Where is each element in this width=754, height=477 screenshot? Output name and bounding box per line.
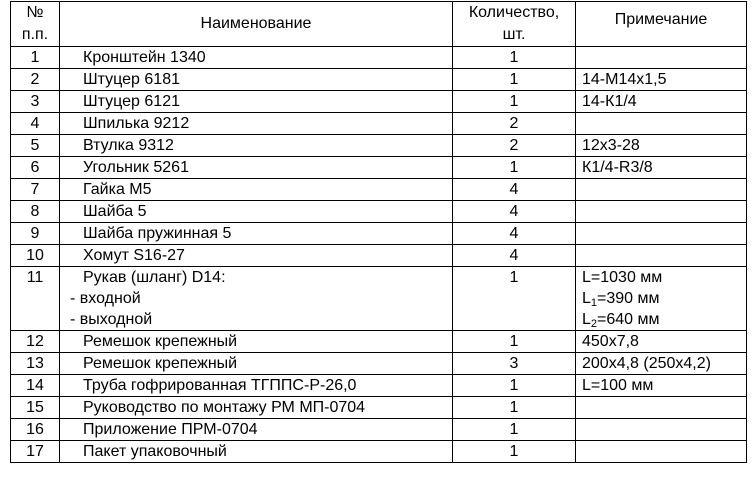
item-note: 14-К1/4 [576,91,747,113]
specification-table [10,1,747,463]
table-row [11,353,747,375]
item-name-cell [60,179,453,201]
table-row [11,201,747,223]
note-line [582,288,746,309]
row-number: 14 [11,375,60,397]
table-row [11,157,747,179]
item-name-cell [60,91,453,113]
item-name-cell [60,135,453,157]
item-quantity: 4 [453,245,576,267]
row-number: 6 [11,157,60,179]
item-note [576,47,747,69]
item-note: 14-М14х1,5 [576,69,747,91]
item-quantity: 4 [453,201,576,223]
header-note: Примечание [576,2,747,47]
item-name: Угольник 5261 [83,159,189,176]
item-quantity: 1 [453,419,576,441]
item-name: Втулка 9312 [83,137,174,154]
item-quantity: 4 [453,223,576,245]
table-row [11,331,747,353]
item-quantity: 1 [453,397,576,419]
item-name-cell [60,353,453,375]
item-name: Гайка М5 [83,181,152,198]
item-name-cell [60,375,453,397]
item-name: Ремешок крепежный [83,333,238,350]
header-name: Наименование [60,2,453,47]
note-line-base: L [582,269,591,286]
item-name-cell [60,331,453,353]
table-row [11,375,747,397]
item-note [576,179,747,201]
item-sub-name: - выходной [70,311,153,328]
item-name: Шайба 5 [83,203,147,220]
item-name: Приложение ПРМ-0704 [83,421,258,438]
item-name-cell [60,157,453,179]
item-name-cell [60,201,453,223]
row-number: 15 [11,397,60,419]
row-number: 9 [11,223,60,245]
row-number: 4 [11,113,60,135]
item-name: Штуцер 6181 [83,71,180,88]
item-name-cell [60,223,453,245]
item-quantity: 1 [453,47,576,69]
note-line [582,267,746,288]
item-name: Штуцер 6121 [83,93,180,110]
item-quantity: 1 [453,375,576,397]
item-name-cell [60,47,453,69]
item-note [576,419,747,441]
item-name: Ремешок крепежный [83,355,238,372]
note-line-rest: =1030 мм [590,269,663,286]
table-row [11,91,747,113]
note-line-subscript: 2 [590,318,598,330]
note-line-rest: =640 мм [597,311,660,328]
header-qty [453,2,576,47]
row-number: 8 [11,201,60,223]
item-quantity: 1 [453,331,576,353]
item-sub-name: - входной [70,290,141,307]
row-number: 2 [11,69,60,91]
item-quantity: 2 [453,113,576,135]
table-row [11,135,747,157]
item-quantity: 4 [453,179,576,201]
item-name: Пакет упаковочный [83,443,227,460]
row-number: 5 [11,135,60,157]
note-line-base: L [582,290,591,307]
table-row [11,419,747,441]
item-name: Кронштейн 1340 [83,49,206,66]
table-row [11,397,747,419]
item-note: 12х3-28 [576,135,747,157]
note-line-rest: =390 мм [597,290,660,307]
item-name-cell [60,113,453,135]
note-line-base: L [582,311,591,328]
item-quantity: 3 [453,353,576,375]
item-note [576,223,747,245]
item-name: Труба гофрированная ТГППС-Р-26,0 [83,377,357,394]
table-body [11,47,747,463]
note-line-subscript: 1 [590,297,598,309]
item-note [576,113,747,135]
row-number: 1 [11,47,60,69]
row-number: 11 [11,267,60,331]
table-row [11,441,747,463]
item-quantity: 2 [453,135,576,157]
table-row [11,47,747,69]
header-qty-label: Количество, шт. [468,4,560,43]
item-note: 450х7,8 [576,331,747,353]
row-number: 17 [11,441,60,463]
row-number: 12 [11,331,60,353]
item-name-cell [60,267,453,331]
table-row [11,267,747,331]
row-number: 7 [11,179,60,201]
table-row [11,245,747,267]
item-name-cell [60,69,453,91]
item-name-cell [60,419,453,441]
table-row [11,179,747,201]
item-name: Хомут S16-27 [83,247,185,264]
row-number: 3 [11,91,60,113]
table-row [11,113,747,135]
item-note: 200х4,8 (250х4,2) [576,353,747,375]
item-quantity: 1 [453,69,576,91]
header-row [11,2,747,47]
item-name: Шайба пружинная 5 [83,225,232,242]
item-note [576,267,747,331]
header-num-label: № п.п. [21,4,49,43]
item-name-cell [60,397,453,419]
row-number: 16 [11,419,60,441]
row-number: 13 [11,353,60,375]
item-note: К1/4-R3/8 [576,157,747,179]
item-note [576,201,747,223]
note-line [582,309,746,330]
item-note: L=100 мм [576,375,747,397]
header-num [11,2,60,47]
item-name-cell [60,441,453,463]
item-name: Руководство по монтажу РМ МП-0704 [83,399,366,416]
item-quantity: 1 [453,441,576,463]
item-note [576,441,747,463]
item-quantity: 1 [453,91,576,113]
item-note [576,245,747,267]
item-quantity: 1 [453,157,576,179]
row-number: 10 [11,245,60,267]
item-name: Рукав (шланг) D14: [83,269,226,286]
item-name-cell [60,245,453,267]
table-row [11,223,747,245]
item-quantity: 1 [453,267,576,331]
table-row [11,69,747,91]
item-name: Шпилька 9212 [83,115,190,132]
item-note [576,397,747,419]
